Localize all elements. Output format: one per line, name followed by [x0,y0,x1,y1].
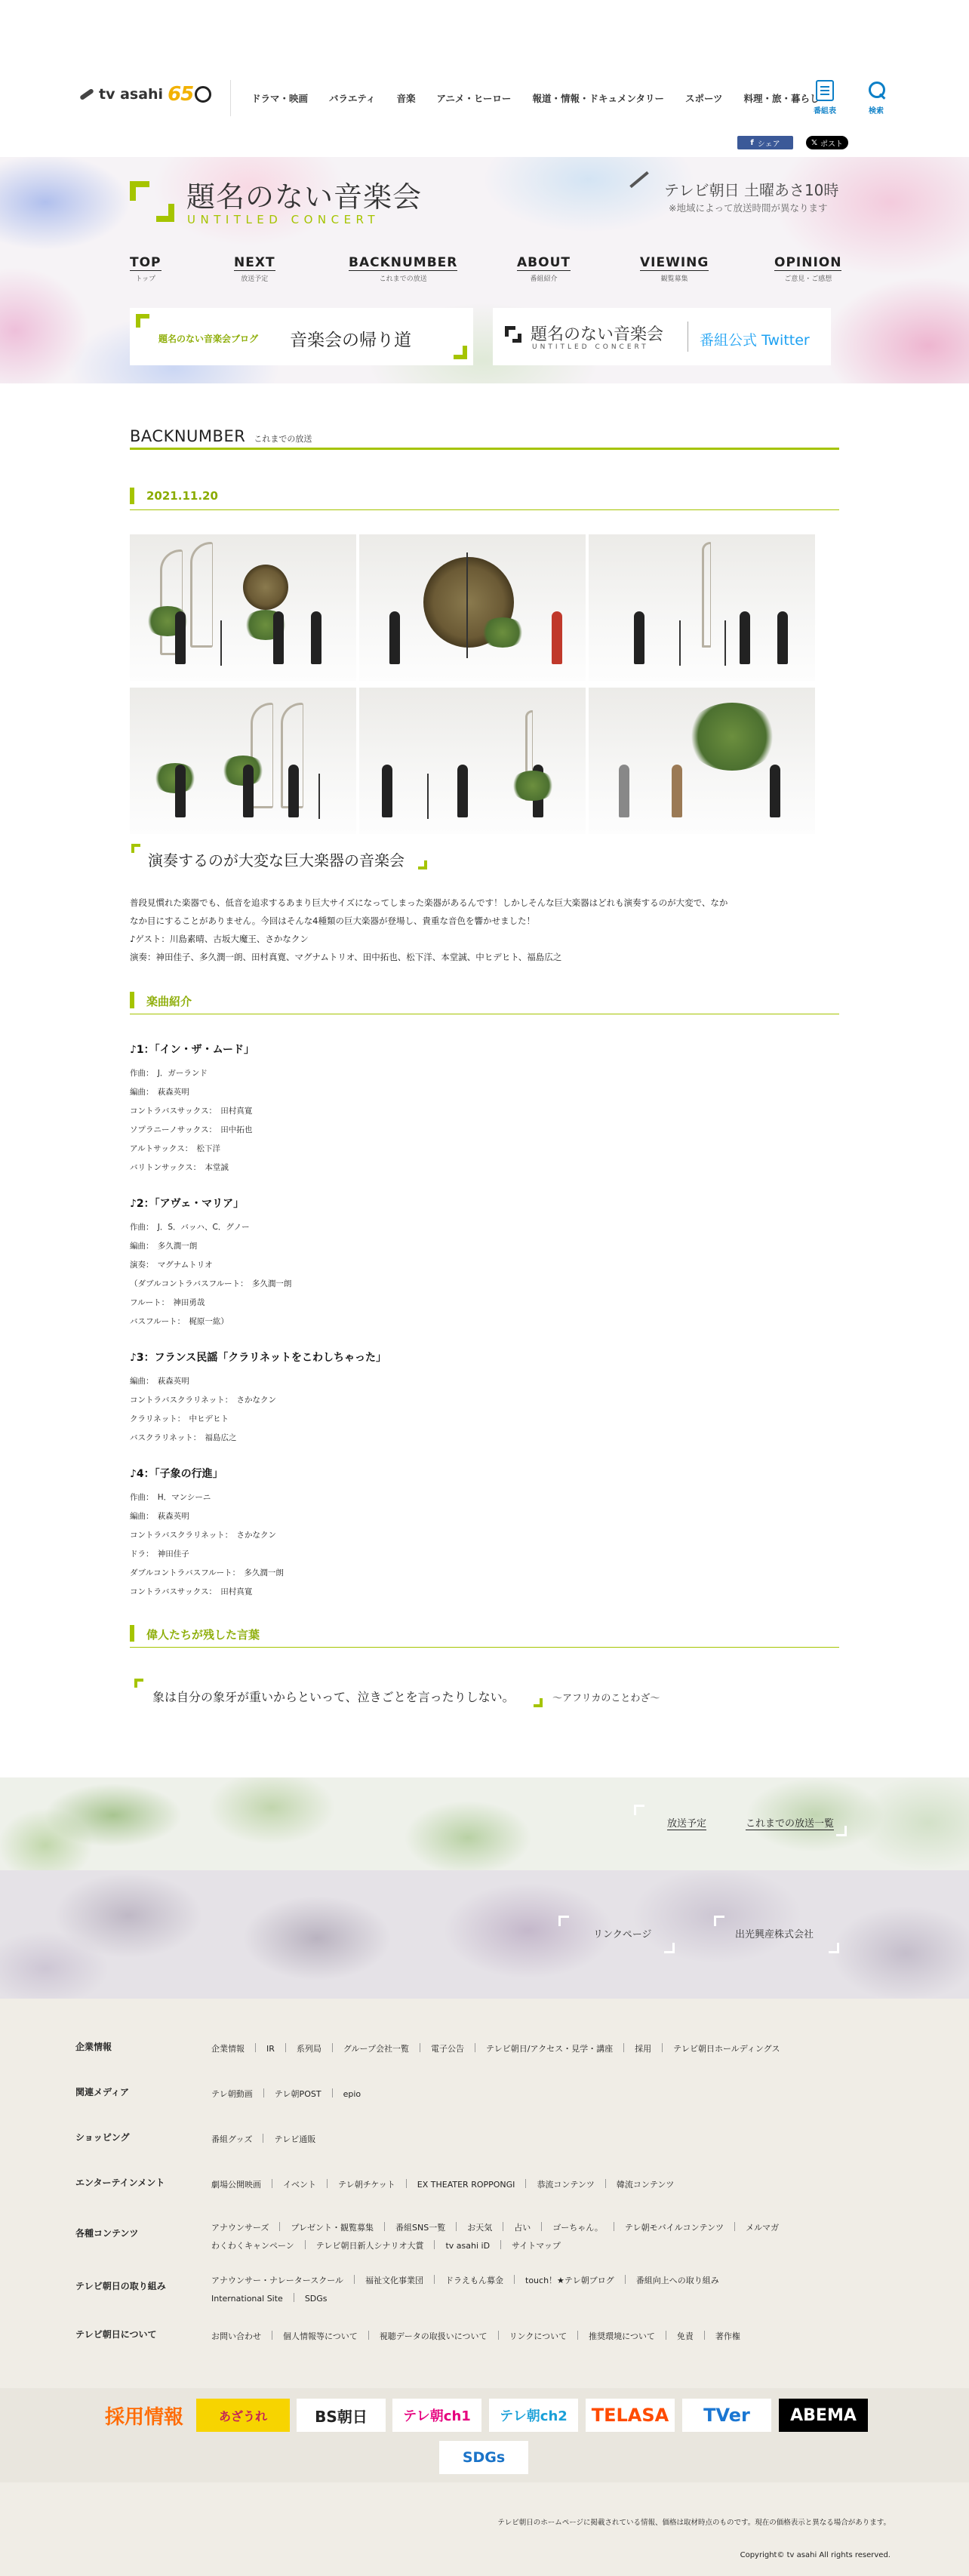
quote-heading-bar [130,1625,134,1642]
abema-logo[interactable]: ABEMA [779,2399,868,2432]
broadcast-date: 2021.11.20 [146,489,218,503]
link-separator [327,2179,328,2188]
performer-figure [311,611,321,664]
performer-figure [382,765,392,817]
subnav-next-en: NEXT [234,255,275,270]
link-separator [605,2179,606,2188]
x-post-button[interactable] [806,136,848,149]
song-4 [130,1466,839,1602]
footer-link[interactable]: サイトマップ [512,2241,561,2251]
date-heading-bar [130,488,134,504]
nav-sports[interactable]: スポーツ [684,93,723,104]
performer-figure [672,765,682,817]
footer-category: ショッピング [75,2132,130,2143]
episode-photo-4[interactable] [130,688,356,834]
footer-link[interactable]: お問い合わせ [211,2331,261,2341]
song-credit: バスクラリネット： 福島広之 [130,1433,237,1442]
footer-links [211,2219,906,2255]
subnav-top-en: TOP [130,255,162,270]
footer-links [211,2176,906,2194]
footer-link[interactable]: アナウンサーズ [211,2223,269,2233]
backnumber-title-jp: これまでの放送 [254,434,312,444]
footer-link[interactable]: 福祉文化事業団 [365,2276,424,2285]
song-1 [130,1042,839,1177]
subnav-about[interactable] [517,256,571,283]
song-credit: 編曲： 萩森英明 [130,1512,189,1521]
footer-link[interactable]: メルマガ [746,2223,780,2233]
foliage-decoration [687,703,777,771]
footer-link[interactable]: アナウンサー・ナレータースクール [211,2276,344,2285]
song-credit: 演奏： マグナムトリオ [130,1260,213,1270]
search-label: 検索 [869,107,884,115]
footer-link[interactable]: tv asahi iD [445,2241,491,2251]
backnumber-list-link[interactable]: これまでの放送一覧 [746,1815,834,1830]
subnav-viewing[interactable] [640,256,709,283]
link-separator [625,2275,626,2284]
subnav-backnumber-en: BACKNUMBER [349,255,458,270]
songs-heading-text: 楽曲紹介 [146,995,192,1008]
episode-photo-2[interactable] [359,534,586,681]
program-subnav [130,255,842,286]
performer-figure [457,765,468,817]
link-separator [525,2179,526,2188]
performer-figure [619,765,629,817]
recruit-logo[interactable]: 採用情報 [104,2405,183,2429]
subnav-opinion-en: OPINION [774,255,842,270]
song-title: ♪2：「アヴェ・マリア」 [130,1198,245,1210]
performer-figure [175,765,186,817]
telasa-logo[interactable]: TELASA [586,2399,675,2432]
tele-asa-ch2-logo[interactable]: テレ朝ch2 [489,2399,578,2432]
footer-category: テレビ朝日について [75,2329,157,2340]
subnav-top[interactable] [130,256,162,283]
subnav-backnumber-jp: これまでの放送 [379,275,427,283]
nav-music[interactable]: 音楽 [396,93,416,104]
subnav-opinion-jp: ご意見・ご感想 [784,275,832,283]
blog-bracket-open-icon [136,314,149,328]
topic-bracket-close-icon [418,860,427,869]
logo-mark-icon [79,88,94,100]
footer-link[interactable]: 電子公告 [431,2044,465,2054]
tv-asahi-logo[interactable] [79,83,211,106]
quote-bracket-open-icon [134,1679,143,1688]
footer-link[interactable]: テレビ朝日/アクセス・見学・講座 [486,2044,614,2054]
song-credit: 編曲： 多久潤一朗 [130,1242,198,1251]
link-separator [263,2088,264,2097]
song-credit: 編曲： 萩森英明 [130,1088,189,1097]
link-separator [704,2331,705,2340]
nav-news[interactable]: 報道・情報・ドキュメンタリー [532,93,664,104]
song-credit: （ダブルコントラバスフルート： 多久潤一朗 [130,1279,292,1288]
performer-figure [777,611,788,664]
episode-photo-1[interactable] [130,534,356,681]
featured-quote [130,1679,839,1716]
song-credit: ダブルコントラバスフルート： 多久潤一朗 [130,1568,284,1577]
episode-description [130,894,839,966]
facebook-share-button[interactable] [737,136,793,149]
footer-link[interactable]: 免責 [676,2331,694,2341]
music-stand [318,774,320,819]
footer-link[interactable]: プレゼント・観覧募集 [291,2223,374,2233]
music-stand [427,774,429,819]
nav-anime[interactable]: アニメ・ヒーロー [436,93,512,104]
sdgs-logo[interactable]: SDGs [439,2441,528,2474]
program-links-band [0,1777,969,1870]
search-button[interactable] [860,80,892,115]
search-icon [867,80,885,101]
footer-category: 企業情報 [75,2042,112,2052]
quote-source: ～アフリカのことわざ～ [552,1693,660,1704]
blog-small-title: 題名のない音楽会ブログ [158,334,259,344]
program-blog-banner[interactable] [130,308,473,365]
footer-link[interactable]: 占い [514,2223,531,2233]
site-header [0,0,969,157]
program-subtitle: UNTITLED CONCERT [187,213,380,226]
footer-link[interactable]: 採用 [635,2044,652,2054]
footer-link[interactable]: 推奨環境について [589,2331,655,2341]
logo-65: 65 [168,83,194,106]
footer-link[interactable]: 著作権 [715,2331,740,2341]
footer-links [211,2272,906,2308]
link-separator [500,2240,501,2249]
footer-link[interactable]: 企業情報 [211,2044,245,2054]
song-title: ♪1：「イン・ザ・ムード」 [130,1044,254,1056]
broadcast-time: テレビ朝日 土曜あさ10時 [664,181,839,199]
performer-figure [273,611,284,664]
song-credit: 編曲： 萩森英明 [130,1377,189,1386]
global-nav [251,91,840,105]
music-stand [724,620,726,666]
song-credit: コントラバスクラリネット： さかなクン [130,1396,277,1405]
link-separator [577,2331,578,2340]
episode-photo-5[interactable] [359,688,586,834]
music-stand [220,620,222,666]
link-separator [662,2043,663,2052]
footer-links [211,2131,906,2149]
topic-bracket-open-icon [131,844,140,853]
episode-photo-6[interactable] [589,688,815,834]
episode-photo-3[interactable] [589,534,815,681]
large-instrument [190,542,213,648]
nav-drama[interactable]: ドラマ・映画 [251,93,309,104]
x-icon: 𝕏 [811,138,818,147]
footer-link[interactable]: 劇場公開映画 [211,2180,261,2190]
footer-link[interactable]: イベント [283,2180,316,2190]
footer-link[interactable]: テレビ朝日ホールディングス [673,2044,780,2054]
group-logo-band [0,2388,969,2482]
footer-links [211,2085,906,2104]
subnav-next-jp: 放送予定 [241,275,269,283]
footer-link[interactable]: テレビ朝日新人シナリオ大賞 [315,2241,424,2251]
footer-link[interactable]: 番組グッズ [211,2134,253,2144]
footer-link[interactable]: 番組SNS一覧 [395,2223,446,2233]
subnav-top-jp: トップ [135,275,156,283]
gong-instrument [243,565,288,610]
footer-category: 関連メディア [75,2087,130,2097]
link-separator [384,2222,385,2231]
nav-variety[interactable]: バラエティ [329,93,376,104]
song-title: ♪4：「子象の行進」 [130,1468,223,1480]
song-credit: コントラバスサックス： 田村真寛 [130,1587,253,1596]
link-separator [305,2240,306,2249]
large-instrument [251,703,273,808]
twitter-banner-title: 題名のない音楽会 [531,325,664,344]
link-separator [514,2275,515,2284]
quote-bracket-close-icon [534,1698,543,1707]
price-disclaimer: テレビ朝日のホームページに掲載されている情報、価格は取材時点のものです。現在の価格表示と異なる場合があります。 [497,2519,891,2527]
title-bracket-close-icon [156,204,174,222]
footer-link[interactable]: ゴーちゃん。 [552,2223,603,2233]
tele-asa-ch1-logo[interactable]: テレ朝ch1 [392,2399,481,2432]
song-credit: コントラバスクラリネット： さかなクン [130,1531,277,1540]
footer-link[interactable]: 恭流コンテンツ [537,2180,595,2190]
link-separator [434,2275,435,2284]
link-separator [279,2222,280,2231]
footer-link[interactable]: テレ朝モバイルコンテンツ [624,2223,724,2233]
program-title[interactable]: 題名のない音楽会 [186,180,423,214]
performer-figure [634,611,644,664]
song-credit: フルート： 神田勇哉 [130,1298,205,1307]
facebook-icon: f [750,138,754,147]
song-credit: ドラ： 神田佳子 [130,1550,189,1559]
song-credit: 作曲： H．マンシーニ [130,1493,211,1502]
subnav-about-jp: 番組紹介 [530,275,558,283]
performer-figure [243,765,254,817]
tver-logo[interactable]: TVer [682,2399,771,2432]
backnumber-title-en: BACKNUMBER [130,427,246,445]
link-separator [368,2331,369,2340]
next-schedule-link[interactable]: 放送予定 [667,1815,706,1830]
program-guide-button[interactable] [809,80,841,115]
footer-link[interactable]: わくわくキャンペーン [211,2241,294,2251]
guest-line: ♪ゲスト：川島素晴、古坂大魔王、さかなクン [130,934,309,944]
performer-figure [175,611,186,664]
footer-link[interactable]: EX THEATER ROPPONGI [417,2180,515,2190]
footer-category: テレビ朝日の取り組み [75,2281,166,2291]
footer-links [211,2328,906,2346]
song-3 [130,1350,839,1448]
foliage-decoration [480,617,525,648]
performer-line: 演奏：神田佳子、多久潤一朗、田村真寛、マグナムトリオ、田中拓也、松下洋、本堂誠、中ヒデヒト、福島広之 [130,952,562,962]
backnumber-heading [130,427,839,450]
header-divider [230,80,231,116]
date-heading [130,488,839,510]
footer-link[interactable]: 個人情報等について [283,2331,358,2341]
music-stand [679,620,681,666]
link-separator [623,2043,624,2052]
twitter-banner-subtitle: UNTITLED CONCERT [532,343,649,351]
link-separator [354,2275,355,2284]
song-title: ♪3：フランス民謡「クラリネットをこわしちゃった」 [130,1352,386,1364]
footer-link[interactable]: 視聴データの取扱いについて [379,2331,488,2341]
link-separator [285,2043,286,2052]
link-bracket-icon [664,1943,675,1953]
footer-link[interactable]: お天気 [467,2223,493,2233]
song-credit: バスフルート： 梶原一紘） [130,1317,229,1326]
footer-category: エンターテインメント [75,2177,165,2188]
quote-heading-text: 偉人たちが残した言葉 [146,1628,260,1642]
quote-heading [130,1625,839,1648]
subnav-viewing-jp: 観覧募集 [660,275,688,283]
program-guide-label: 番組表 [814,107,836,115]
footer-link[interactable]: ドラえもん募金 [445,2276,504,2285]
subnav-opinion[interactable] [774,256,841,283]
song-2 [130,1196,839,1331]
link-bracket-icon [634,1805,644,1815]
x-post-label: ポスト [820,140,844,149]
link-separator [332,2043,333,2052]
footer-link[interactable]: テレ朝POST [274,2089,321,2099]
link-bracket-icon [714,1916,724,1926]
description-line: 普段見慣れた楽器でも、低音を追求するあまり巨大サイズになってしまった楽器があるんです！しかしそんな巨大楽器はどれも演奏するのが大変で、なか [130,897,728,908]
link-separator [498,2331,499,2340]
link-separator [406,2179,407,2188]
footer-link[interactable]: テレ朝チケット [338,2180,395,2190]
footer-link[interactable]: テレビ通販 [274,2134,316,2144]
blog-big-title: 音楽会の帰り道 [290,331,411,350]
link-separator [456,2222,457,2231]
footer-link[interactable]: IR [266,2044,275,2054]
topic-title: 演奏するのが大変な巨大楽器の音楽会 [148,851,405,869]
subnav-viewing-en: VIEWING [640,255,709,270]
performer-figure [740,611,750,664]
footer-links [211,2040,906,2058]
footer-link[interactable]: 系列局 [296,2044,321,2054]
sponsor-band [0,1870,969,1999]
footer-link[interactable]: 韓流コンテンツ [616,2180,675,2190]
share-label: シェア [757,140,780,149]
footer-link[interactable]: リンクについて [509,2331,568,2341]
footer-link[interactable]: epio [343,2089,361,2099]
bs-asahi-logo[interactable]: BS朝日 [297,2399,386,2432]
link-page-link[interactable]: リンクページ [593,1929,652,1940]
footer-link[interactable]: International Site [211,2294,283,2304]
broadcast-note: ※地域によって放送時間が異なります [669,202,828,214]
song-credit: 作曲： J．S．バッハ、C．グノー [130,1223,250,1232]
footer-link[interactable]: テレ朝動画 [211,2089,253,2099]
title-bracket-open-icon [130,181,149,201]
program-guide-icon [816,80,834,101]
site-footer [0,1999,969,2576]
twitter-bracket-close-icon [512,334,521,343]
header-tools [809,80,892,115]
footer-category: 各種コンテンツ [75,2228,139,2239]
quote-text: 象は自分の象牙が重いからといって、泣きごとを言ったりしない。 [152,1690,515,1704]
subnav-about-en: ABOUT [517,255,571,270]
footer-link[interactable]: SDGs [304,2294,328,2304]
songs-heading [130,992,839,1014]
link-separator [734,2222,735,2231]
songs-heading-bar [130,992,134,1008]
large-instrument [702,542,711,648]
sponsor-link[interactable]: 出光興産株式会社 [735,1929,814,1940]
performer-figure [770,765,780,817]
performer-figure [389,611,400,664]
footer-link[interactable]: 番組向上への取り組み [635,2276,719,2285]
link-bracket-icon [558,1916,569,1926]
azaure-logo[interactable]: あざうれ [196,2399,290,2432]
nav-lifestyle[interactable]: 料理・旅・暮らし [743,93,820,104]
footer-link[interactable]: グループ会社一覧 [343,2044,410,2054]
blog-bracket-close-icon [454,346,467,359]
official-twitter-banner[interactable] [493,308,831,365]
song-credit: クラリネット： 中ヒデヒト [130,1414,229,1423]
link-bracket-icon [829,1943,839,1953]
subnav-next[interactable] [234,256,275,283]
footer-link[interactable]: touch！★テレ朝ブログ [525,2276,614,2285]
foliage-decoration [510,771,555,801]
song-credit: アルトサックス： 松下洋 [130,1144,221,1153]
song-credit: ソプラニーノサックス： 田中拓也 [130,1125,253,1134]
link-separator [332,2088,333,2097]
song-credit: コントラバスサックス： 田村真寛 [130,1106,253,1116]
song-credit: バリトンサックス： 本堂誠 [130,1163,229,1172]
subnav-backnumber[interactable] [349,256,457,283]
song-credit: 作曲： J．ガーランド [130,1069,208,1078]
panda-mascot-icon [195,86,211,103]
music-stand [466,552,468,658]
copyright: Copyright© tv asahi All rights reserved. [740,2551,891,2559]
performer-figure [552,611,562,664]
link-separator [541,2222,542,2231]
link-bracket-icon [836,1826,847,1836]
performer-figure [288,765,299,817]
logo-text: tv asahi [99,86,164,103]
description-line: なか目にすることがありません。今回はそんな4種類の巨大楽器が登場し、貴重な音色を響かせました！ [130,916,536,926]
twitter-banner-label: 番組公式 Twitter [700,332,810,349]
link-separator [255,2043,256,2052]
link-separator [434,2240,435,2249]
